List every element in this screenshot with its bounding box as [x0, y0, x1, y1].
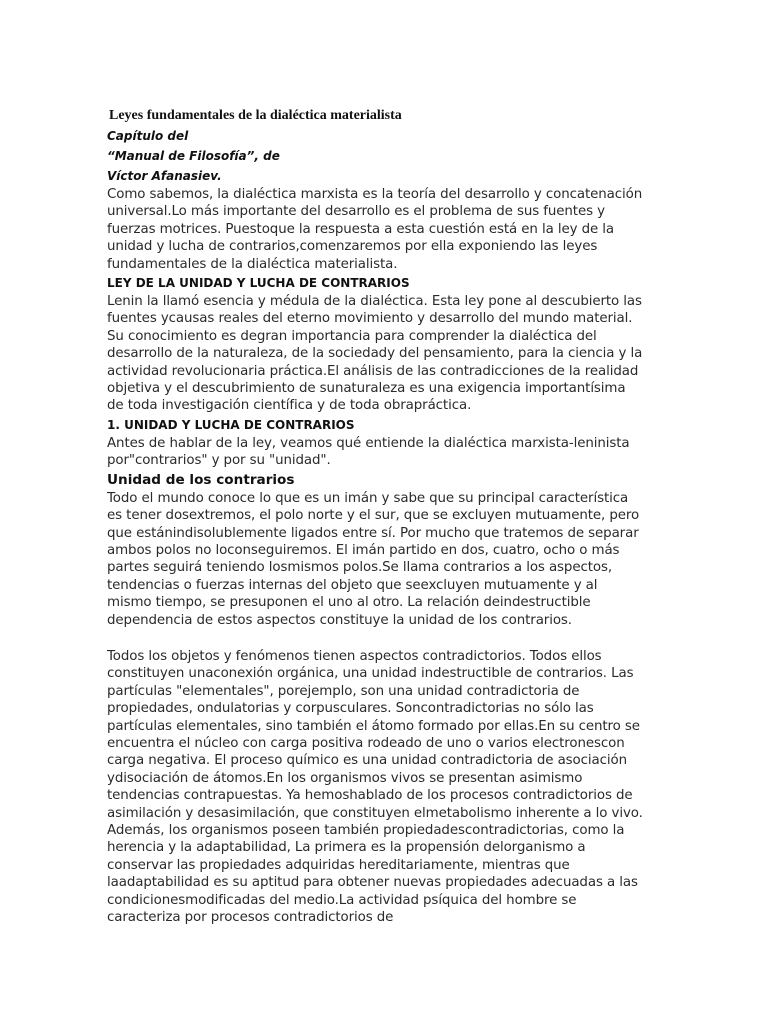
chapter-line: Capítulo del [107, 129, 189, 143]
author-line: Víctor Afanasiev. [107, 169, 222, 183]
section1-paragraph: Antes de hablar de la ley, veamos qué entiende la dialéctica marxista-leninista por"contrarios" y por su "unidad". [107, 435, 630, 469]
unity-paragraph: Todo el mundo conoce lo que es un imán y sabe que su principal característica es tener dosextremos, el polo norte y el sur, que se excluyen mutuamente, pero que estánindisolublemente ligados entre sí. Por mucho que tratemos de separar ambos polos no loconseguiremos. El imán partido en dos, cuatro, ocho o más partes seguirá teniendo losmismos polos.Se llama contrarios a los aspectos, tendencias o fuerzas internas del objeto que seexcluyen mutuamente y al mismo tiempo, se presuponen el uno al otro. La relación deindestructible dependencia de estos aspectos constituye la unidad de los contrarios. [107, 490, 640, 628]
paragraph-gap [107, 629, 643, 648]
document-title: Leyes fundamentales de la dialéctica materialista [109, 108, 402, 123]
intro-paragraph: Como sabemos, la dialéctica marxista es la teoría del desarrollo y concatenación universal.Lo más importante del desarrollo es el problema de sus fuentes y fuerzas motrices. Puestoque la respuesta a esta cuestión está en la ley de la unidad y lucha de contrarios,comenzaremos por ella exponiendo las leyes fundamentales de la dialéctica materialista. [107, 187, 643, 272]
unity-heading: Unidad de los contrarios [107, 471, 295, 488]
law-paragraph: Lenin la llamó esencia y médula de la dialéctica. Esta ley pone al descubierto las fuentes ycausas reales del eterno movimiento y desarrollo del mundo material. Su conocimiento es degran importancia para comprender la dialéctica del desarrollo de la naturaleza, de la sociedady del pensamiento, para la ciencia y la actividad revolucionaria práctica.El análisis de las contradicciones de la realidad objetiva y el descubrimiento de sunaturaleza es una exigencia importantísima de toda investigación científica y de toda obrapráctica. [107, 294, 643, 414]
law-heading: LEY DE LA UNIDAD Y LUCHA DE CONTRARIOS [107, 276, 410, 291]
objects-paragraph: Todos los objetos y fenómenos tienen aspectos contradictorios. Todos ellos constituyen unaconexión orgánica, una unidad indestructible de contrarios. Las partículas "elementales", porejemplo, son una unidad contradictoria de propiedades, ondulatorias y corpusculares. Soncontradictorias no sólo las partículas elementales, sino también el átomo formado por ellas.En su centro se encuentra el núcleo con carga positiva rodeado de uno o varios electronescon carga negativa. El proceso químico es una unidad contradictoria de asociación ydisociación de átomos.En los organismos vivos se presentan asimismo tendencias contrapuestas. Ya hemoshablado de los procesos contradictorios de asimilación y desasimilación, que constituyen elmetabolismo inherente a lo vivo. Además, los organismos poseen también propiedadescontradictorias, como la herencia y la adaptabilidad, La primera es la propensión delorganismo a conservar las propiedades adquiridas hereditariamente, mientras que laadaptabilidad es su aptitud para obtener nuevas propiedades adecuadas a las condicionesmodificadas del medio.La actividad psíquica del hombre se caracteriza por procesos contradictorios de [107, 648, 643, 926]
document-page [107, 106, 643, 926]
section1-heading: 1. UNIDAD Y LUCHA DE CONTRARIOS [107, 417, 355, 432]
manual-line: “Manual de Filosofía”, de [107, 149, 280, 163]
